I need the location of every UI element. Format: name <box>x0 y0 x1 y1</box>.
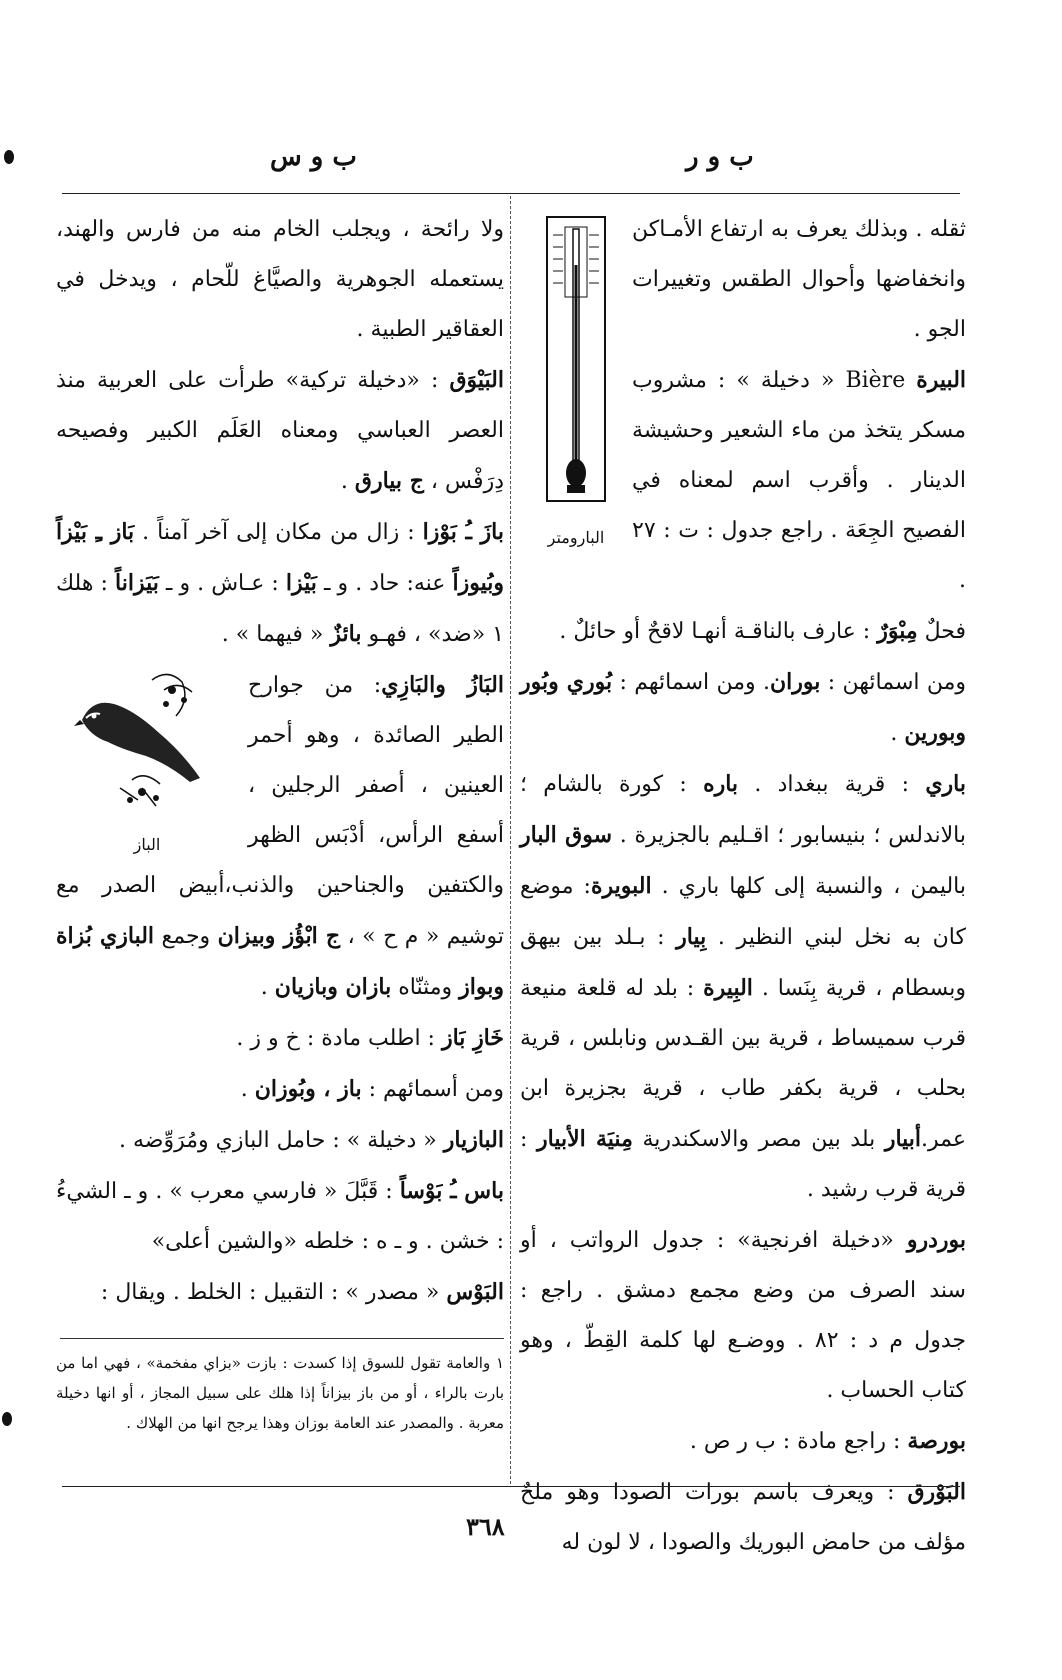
definition-text: باليمن ، والنسبة إلى كلها باري . <box>651 874 966 899</box>
definition-text: ومن اسمائهن : <box>820 670 967 695</box>
right-column <box>520 205 966 1568</box>
headword: بورصة <box>907 1428 966 1454</box>
definition-text: : اطلب مادة : خ و ز . <box>236 1026 442 1051</box>
headword: باز ، وبُوزان <box>254 1076 362 1102</box>
headword: بُوري وبُور وبورين <box>520 669 966 746</box>
definition-text: : قرية قرب رشيد . <box>520 1127 966 1202</box>
running-header-right: ب و ر <box>686 142 754 172</box>
definition-text: ومثنّاه <box>391 975 460 1000</box>
falcon-figure <box>56 660 238 855</box>
headword: البَوْس <box>446 1279 504 1305</box>
definition-text: ولا رائحة ، ويجلب الخام منه من فارس والهند، يستعمله الجوهرية والصيَّاغ للّحام ، ويدخل في العقاقير الطبية . <box>56 217 504 342</box>
headword: أبيار <box>884 1126 922 1152</box>
headword: البيرة <box>916 367 967 393</box>
entry-paragraph <box>56 1267 504 1318</box>
entry-paragraph <box>520 606 966 657</box>
headword: بائزٌ <box>330 621 362 647</box>
headword: بِيار <box>676 924 707 950</box>
headword: بازان وبازيان <box>274 974 392 1000</box>
left-column <box>56 205 504 1318</box>
falcon-illustration <box>72 660 222 810</box>
definition-text: Bière « دخيلة » : مشروب مسكر يتخذ من ماء الشعير وحشيشة الدينار . وأقرب اسم لمعناه في الفصيح الجِعَة . راجع جدول : ت : ٢٧ . <box>632 368 966 593</box>
headword: بازَ ـُ بَوْزا <box>422 519 504 545</box>
definition-text: : من جوارح الطير الصائدة ، وهو أحمر العينين ، أصفر الرجلين ، أسفع الرأس، أدْبَس الظهر والكتفين والجناحين والذنب،أبيض الصدر مع توشيم « م ح » ، <box>56 673 504 949</box>
headword: البَازُ والبَازِي <box>381 672 504 698</box>
entry-paragraph <box>56 355 504 507</box>
headword: باره <box>703 771 739 797</box>
definition-text: : بلد له قلعة منيعة قرب سميساط ، قرية بين القـدس ونابلس ، قرية بحلب ، قرية بكفر طاب ، قرية بجزيرة ابن عمر. <box>520 976 967 1152</box>
headword: بَيَزاناً <box>115 570 159 596</box>
headword: ج ابْؤُز وبيزان <box>217 923 341 949</box>
definition-text: ثقله . وبذلك يعرف به ارتفاع الأمـاكن وانخفاضها وأحوال الطقس وتغييرات الجو . <box>632 217 966 342</box>
headword: خَازِ بَاز <box>441 1025 504 1051</box>
margin-ink-mark <box>4 150 14 164</box>
definition-text: : عارف بالناقـة أنهـا لاقحٌ أو حائلٌ . <box>559 619 878 644</box>
definition-text: : ويعرف باسم بورات الصودا وهو ملحٌ مؤلف من حامض البوريك والصودا ، لا لون له <box>520 1480 966 1555</box>
definition-text: . <box>890 721 905 746</box>
barometer-figure <box>520 215 632 548</box>
entry-paragraph <box>520 1467 966 1568</box>
falcon-caption: الباز <box>133 835 161 854</box>
headword: باري <box>925 771 966 797</box>
definition-text: : راجع مادة : ب ر ص . <box>689 1429 908 1454</box>
definition-text: . ومن اسمائهم : <box>612 670 770 695</box>
headword: بَاز ـِ بَيْزاً وبُيوزاً <box>56 519 505 596</box>
headword: البَيْوَق <box>449 367 504 393</box>
definition-text: « مصدر » : التقبيل : الخلط . ويقال : <box>100 1280 447 1305</box>
headword: باس ـُ بَوْساً <box>399 1178 504 1204</box>
entry-paragraph <box>56 1064 504 1115</box>
left-column-text <box>56 205 504 1318</box>
definition-text: : زال من مكان إلى آخر آمناً . <box>134 520 423 545</box>
definition-text: : هلك ١ «ضد» ، فهـو <box>56 571 504 647</box>
header-rule <box>62 193 960 194</box>
definition-text: . <box>260 975 275 1000</box>
running-header-left: ب و س <box>270 142 357 172</box>
definition-text: وجمع <box>154 924 218 949</box>
entry-paragraph <box>56 1115 504 1166</box>
entry-paragraph <box>520 1416 966 1467</box>
definition-text: : موضع كان به نخل لبني النظير . <box>520 874 966 950</box>
entry-paragraph <box>56 1166 504 1267</box>
headword: سوق البار <box>520 822 613 848</box>
entry-paragraph <box>520 657 966 759</box>
definition-text: : عـاش . و ـ <box>158 571 286 596</box>
footnote-rule <box>60 1338 504 1339</box>
entry-paragraph <box>56 507 504 660</box>
headword: البِيرة <box>703 975 753 1001</box>
entry-paragraph <box>56 205 504 355</box>
headword: مِبْوَرٌ <box>877 618 918 644</box>
headword: بَيْزا <box>285 570 317 596</box>
definition-text: . <box>240 1077 255 1102</box>
footnote-text: ١ والعامة تقول للسوق إذا كسدت : بازت «بزاي مفخمة» ، فهي اما من بارت بالراء ، أو من باز بيزاناً إذا هلك على سبيل المجاز ، أو انها دخيلة معربة . والمصدر عند العامة بوزان وهذا يرجح انها من الهلاك . <box>56 1354 504 1432</box>
definition-text: : قَبَّلَ « فارسي معرب » . و ـ الشيءُ : خشن . و ـ ه : خلطه «والشين أعلى» <box>56 1179 504 1254</box>
headword: ج بيارق <box>354 468 424 494</box>
definition-text: فحلٌ <box>917 619 966 644</box>
definition-text: عنه: حاد . و ـ <box>316 571 453 596</box>
column-divider <box>510 196 511 1484</box>
headword: مِنيَة الأبيار <box>537 1126 633 1152</box>
definition-text: : «دخيلة تركية» طرأت على العربية منذ العصر العباسي ومعناه العَلَم الكبير وفصيحه دِرَفْس ، <box>56 368 504 494</box>
definition-text: ومن أسمائهم : <box>361 1077 504 1102</box>
entry-paragraph <box>56 1013 504 1064</box>
entry-paragraph <box>520 1215 966 1416</box>
page-number: ٣٦٨ <box>466 1512 505 1541</box>
footer-rule <box>62 1486 960 1487</box>
barometer-illustration <box>545 215 607 503</box>
definition-text: « دخيلة » : حامل البازي ومُرَوِّضه . <box>118 1128 444 1153</box>
headword: البازيار <box>443 1127 504 1153</box>
margin-ink-mark <box>2 1412 12 1426</box>
headword: البازي بُزاة وبواز <box>56 923 504 1000</box>
definition-text: : قرية ببغداد . <box>738 772 926 797</box>
footnote <box>56 1348 504 1438</box>
definition-text: بلد بين مصر والاسكندرية <box>632 1127 885 1152</box>
entry-paragraph <box>56 660 504 1013</box>
definition-text: . <box>340 469 355 494</box>
definition-text: : بـلد بين بيهق وبسطام ، قرية بِنَسا . <box>520 925 966 1001</box>
definition-text: «دخيلة افرنجية» : جدول الرواتب ، أو سند الصرف من وضع مجمع دمشق . راجع : جدول م د : ٨٢ . ووضـع لها كلمة القِطّ ، وهو كتاب الحساب . <box>520 1228 966 1403</box>
headword: البويرة <box>590 873 652 899</box>
headword: بوران <box>769 669 821 695</box>
definition-text: : كورة بالشام ؛ بالاندلس ؛ بنيسابور ؛ اقـليم بالجزيرة . <box>520 772 966 848</box>
entry-paragraph <box>520 759 966 1215</box>
definition-text: « فيهما » . <box>221 622 331 647</box>
headword: البَوْرق <box>907 1479 966 1505</box>
headword: بوردرو <box>906 1227 966 1253</box>
barometer-caption: البارومتر <box>547 528 605 547</box>
